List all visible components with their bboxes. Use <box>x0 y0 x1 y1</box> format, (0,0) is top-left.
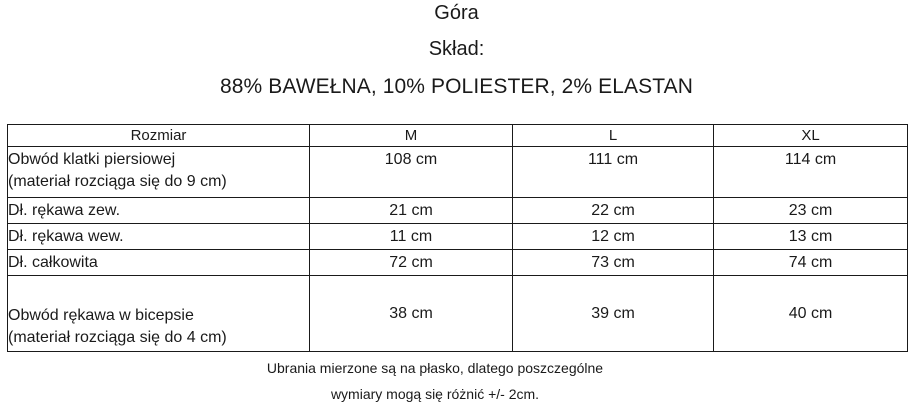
cell-l: 22 cm <box>513 198 714 224</box>
row-label-note: (materiał rozciąga się do 4 cm) <box>8 329 227 346</box>
table-header-row <box>8 125 908 147</box>
row-label-line: Dł. rękawa zew. <box>8 201 121 219</box>
table-row <box>8 276 908 352</box>
row-label-sleeve-inner <box>8 224 310 250</box>
page-title: Góra <box>434 2 479 24</box>
column-header-xl: XL <box>714 125 908 147</box>
row-label-total-length <box>8 250 310 276</box>
cell-xl: 13 cm <box>714 224 908 250</box>
column-header-m: M <box>310 125 513 147</box>
cell-l: 111 cm <box>513 147 714 198</box>
cell-xl: 23 cm <box>714 198 908 224</box>
row-label-sleeve-outer <box>8 198 310 224</box>
table-row <box>8 147 908 198</box>
row-label-chest <box>8 147 310 198</box>
cell-m: 38 cm <box>310 276 513 352</box>
row-label-line: Dł. całkowita <box>8 253 98 271</box>
column-header-l: L <box>513 125 714 147</box>
row-label-line: Dł. rękawa wew. <box>8 227 124 245</box>
table-row <box>8 224 908 250</box>
row-label-note: (materiał rozciąga się do 9 cm) <box>8 173 227 190</box>
row-label-line: Obwód klatki piersiowej <box>8 151 176 168</box>
cell-l: 39 cm <box>513 276 714 352</box>
cell-m: 72 cm <box>310 250 513 276</box>
composition-value: 88% BAWEŁNA, 10% POLIESTER, 2% ELASTAN <box>220 75 693 98</box>
cell-l: 73 cm <box>513 250 714 276</box>
footnote-line-1: Ubrania mierzone są na płasko, dlatego poszczególne <box>266 360 604 376</box>
cell-m: 11 cm <box>310 224 513 250</box>
column-header-size: Rozmiar <box>8 125 310 147</box>
table-row <box>8 250 908 276</box>
cell-m: 108 cm <box>310 147 513 198</box>
cell-xl: 74 cm <box>714 250 908 276</box>
size-table <box>7 124 908 352</box>
cell-m: 21 cm <box>310 198 513 224</box>
cell-l: 12 cm <box>513 224 714 250</box>
table-row <box>8 198 908 224</box>
row-label-line: Obwód rękawa w bicepsie <box>8 307 194 324</box>
cell-xl: 40 cm <box>714 276 908 352</box>
composition-label: Skład: <box>428 38 485 60</box>
cell-xl: 114 cm <box>714 147 908 198</box>
footnote-line-2: wymiary mogą się różnić +/- 2cm. <box>330 386 540 402</box>
row-label-bicep <box>8 276 310 352</box>
